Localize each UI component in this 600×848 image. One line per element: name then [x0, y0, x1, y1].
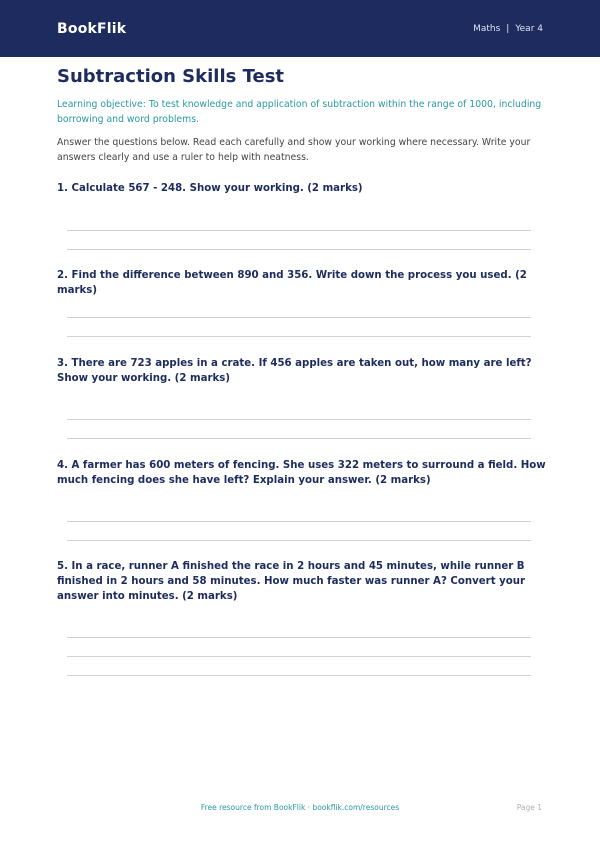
answer-line — [67, 336, 531, 337]
answer-line — [67, 249, 531, 250]
question-5: 5. In a race, runner A finished the race in 2 hours and 45 minutes, while runner B finished in 2 hours and 58 minutes. How much faster was runner A? Convert your answer into minutes. (2 marks) — [57, 561, 526, 602]
header-bar — [0, 0, 600, 57]
question-4: 4. A farmer has 600 meters of fencing. She uses 322 meters to surround a field. How much fencing does she have left? Explain your answer. (2 marks) — [57, 460, 546, 486]
question-1: 1. Calculate 567 - 248. Show your working. (2 marks) — [57, 183, 363, 194]
page-number: Page 1 — [516, 803, 542, 812]
year-label: Year 4 — [515, 23, 543, 34]
answer-line — [67, 317, 531, 318]
answer-line — [67, 656, 531, 657]
header-meta — [473, 24, 543, 34]
answer-line — [67, 637, 531, 638]
learning-objective: Learning objective: To test knowledge and application of subtraction within the range of 1000, including borrowing and word problems. — [57, 99, 542, 125]
instructions: Answer the questions below. Read each carefully and show your working where necessary. Write your answers clearly and use a ruler to help with neatness. — [57, 137, 531, 163]
answer-line — [67, 230, 531, 231]
footer-resource-link[interactable]: Free resource from BookFlik · bookflik.com/resources — [200, 803, 400, 812]
header-separator: | — [506, 23, 510, 34]
answer-line — [67, 521, 531, 522]
answer-line — [67, 540, 531, 541]
brand-logo-text[interactable]: BookFlik — [57, 20, 127, 37]
answer-line — [67, 419, 531, 420]
answer-line — [67, 438, 531, 439]
page-title: Subtraction Skills Test — [57, 66, 285, 87]
question-2: 2. Find the difference between 890 and 356. Write down the process you used. (2 marks) — [57, 270, 527, 296]
worksheet-intro — [57, 66, 543, 163]
answer-line — [67, 675, 531, 676]
question-3: 3. There are 723 apples in a crate. If 456 apples are taken out, how many are left? Show your working. (2 marks) — [57, 358, 532, 384]
subject-label: Maths — [473, 23, 501, 34]
